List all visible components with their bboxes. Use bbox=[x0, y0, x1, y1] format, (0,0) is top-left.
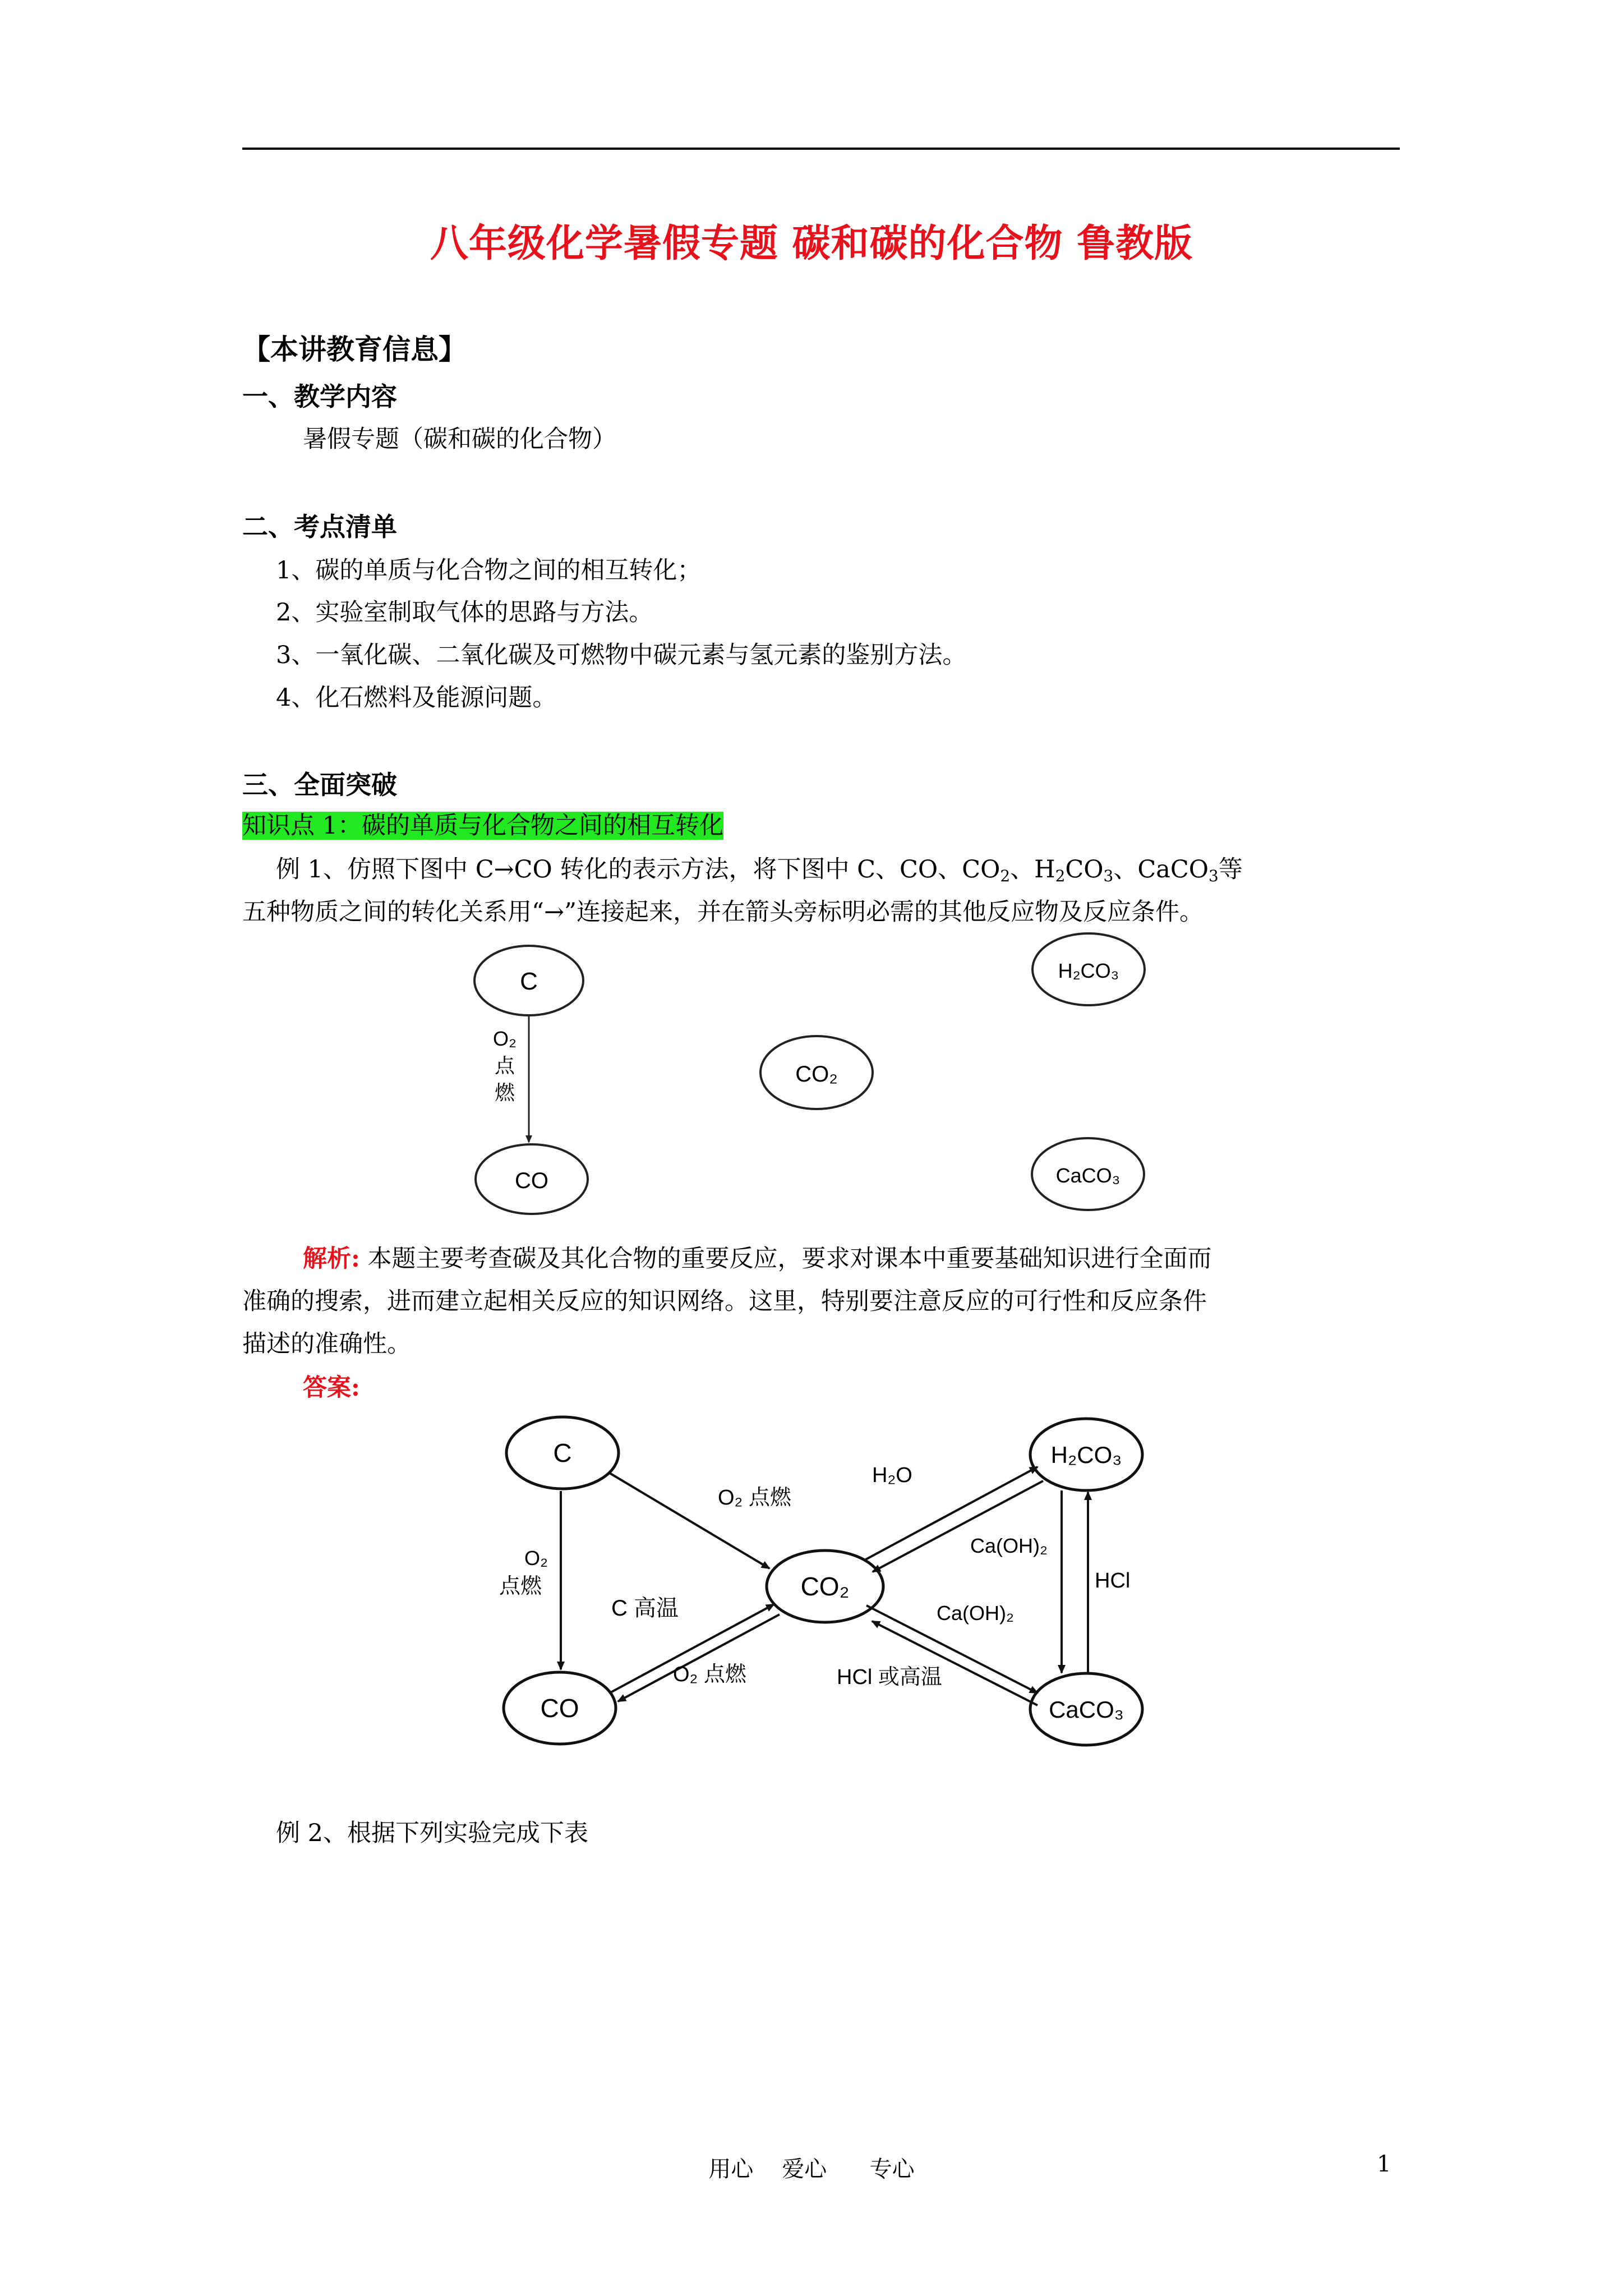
arrow-caco3-co2 bbox=[872, 1621, 1038, 1705]
node-h2co3-label: H₂CO₃ bbox=[1058, 959, 1119, 982]
edge-condition-label: 点 bbox=[494, 1054, 515, 1077]
page-number: 1 bbox=[1377, 2151, 1391, 2177]
node-co2-label: CO₂ bbox=[795, 1062, 838, 1087]
example1-line2: 五种物质之间的转化关系用“→”连接起来，并在箭头旁标明必需的其他反应物及反应条件。 bbox=[242, 898, 1204, 926]
node-co2-label: CO₂ bbox=[800, 1572, 850, 1601]
section1-content: 暑假专题（碳和碳的化合物） bbox=[303, 425, 616, 453]
node-co-label: CO bbox=[515, 1168, 548, 1193]
node-c-label: C bbox=[553, 1438, 572, 1467]
arrow-h2co3-co2 bbox=[873, 1481, 1043, 1572]
answer-label: 答案: bbox=[303, 1374, 360, 1402]
node-h2co3-label: H₂CO₃ bbox=[1050, 1442, 1122, 1468]
arrow-co2-co bbox=[618, 1614, 780, 1701]
answer-diagram bbox=[477, 1402, 1178, 1761]
info-heading: 【本讲教育信息】 bbox=[242, 333, 467, 366]
node-caco3-label: CaCO₃ bbox=[1055, 1164, 1121, 1187]
example1-diagram bbox=[449, 926, 1178, 1228]
footer-center: 用心 爱心 专心 bbox=[708, 2156, 915, 2182]
node-co-label: CO bbox=[540, 1694, 579, 1723]
knowledge-point-highlight: 知识点 1：碳的单质与化合物之间的相互转化 bbox=[242, 812, 724, 840]
analysis-line3: 描述的准确性。 bbox=[242, 1330, 411, 1358]
list-item: 4、化石燃料及能源问题。 bbox=[276, 684, 557, 712]
list-item: 1、碳的单质与化合物之间的相互转化； bbox=[276, 556, 702, 585]
edge-label: 点燃 bbox=[499, 1575, 542, 1598]
page-title: 八年级化学暑假专题 碳和碳的化合物 鲁教版 bbox=[430, 221, 1193, 266]
edge-label: HCl bbox=[1095, 1569, 1131, 1593]
edge-label: C 高温 bbox=[611, 1596, 679, 1621]
edge-label: HCl 或高温 bbox=[837, 1665, 942, 1689]
header-rule bbox=[242, 148, 1400, 150]
section1-heading: 一、教学内容 bbox=[242, 381, 397, 412]
node-caco3-label: CaCO₃ bbox=[1049, 1696, 1124, 1723]
edge-label: Ca(OH)₂ bbox=[970, 1534, 1048, 1557]
list-item: 2、实验室制取气体的思路与方法。 bbox=[276, 599, 653, 627]
knowledge-point-title bbox=[242, 807, 723, 841]
analysis-line2: 准确的搜索，进而建立起相关反应的知识网络。这里，特别要注意反应的可行性和反应条件 bbox=[242, 1287, 1207, 1315]
analysis-line1: 解析: 本题主要考查碳及其化合物的重要反应，要求对课本中重要基础知识进行全面而 bbox=[303, 1245, 1212, 1273]
example2-text: 例 2、根据下列实验完成下表 bbox=[276, 1819, 589, 1847]
section2-heading: 二、考点清单 bbox=[242, 512, 397, 542]
example1-line1: 例 1、仿照下图中 C→CO 转化的表示方法，将下图中 C、CO、$CO_2$、$H_2CO_3$、CaCO$_3$等 bbox=[276, 855, 1243, 885]
section3-heading: 三、全面突破 bbox=[242, 770, 397, 800]
list-item: 3、一氧化碳、二氧化碳及可燃物中碳元素与氢元素的鉴别方法。 bbox=[276, 641, 967, 669]
edge-label: H₂O bbox=[872, 1464, 912, 1487]
node-c-label: C bbox=[520, 968, 538, 995]
edge-label: O₂ 点燃 bbox=[673, 1663, 746, 1686]
edge-condition-label: 燃 bbox=[494, 1081, 515, 1104]
edge-label: O₂ bbox=[524, 1547, 548, 1570]
edge-label: Ca(OH)₂ bbox=[937, 1602, 1014, 1625]
edge-reagent-label: O₂ bbox=[493, 1027, 517, 1050]
edge-label: O₂ 点燃 bbox=[718, 1486, 791, 1510]
